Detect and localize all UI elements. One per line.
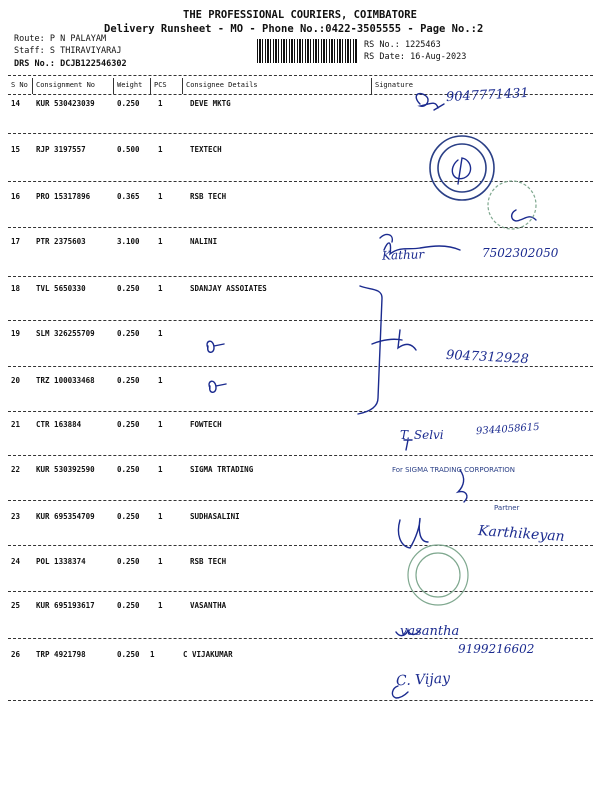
row-sno: 23	[11, 512, 21, 521]
route-value: P N PALAYAM	[49, 34, 107, 44]
row-consignment: SLM 326255709	[36, 329, 95, 338]
row-consignee: DEVE MKTG	[190, 99, 231, 108]
rs-no-label: RS No.:	[364, 40, 400, 50]
row-consignment: KUR 530392590	[36, 465, 95, 474]
row-pcs: 1	[150, 650, 155, 659]
row-weight: 0.250	[117, 329, 140, 338]
row-weight: 0.250	[117, 99, 140, 108]
row-weight: 0.250	[117, 557, 140, 566]
row-weight: 0.250	[117, 376, 140, 385]
row-consignment: RJP 3197557	[36, 145, 86, 154]
row-pcs: 1	[158, 376, 163, 385]
marker-row19	[207, 341, 224, 352]
row-consignment: TVL 5650330	[36, 284, 86, 293]
column-header-weight: Weight	[117, 81, 143, 89]
row-sno: 26	[11, 650, 21, 659]
row-sno: 21	[11, 420, 21, 429]
row-pcs: 1	[158, 237, 163, 246]
handwritten-phone-row17: 7502302050	[482, 246, 559, 260]
row-weight: 0.250	[117, 420, 140, 429]
row-consignee: VASANTHA	[190, 601, 227, 610]
row-pcs: 1	[158, 329, 163, 338]
stamp-blue-row15	[430, 136, 494, 200]
row-pcs: 1	[158, 99, 163, 108]
row-consignment: KUR 530423039	[36, 99, 95, 108]
row-consignee: NALINI	[190, 237, 218, 246]
row-sno: 25	[11, 601, 21, 610]
signature-row15	[452, 158, 470, 184]
row-sno: 17	[11, 237, 21, 246]
handwritten-name-row26: C. Vijay	[395, 670, 451, 690]
row-consignment: KUR 695193617	[36, 601, 95, 610]
staff-value: S THIRAVIYARAJ	[49, 46, 122, 56]
row-pcs: 1	[158, 557, 163, 566]
bracket-mark	[358, 286, 382, 414]
row-sno: 16	[11, 192, 21, 201]
signature-row14	[416, 94, 444, 110]
row-sno: 14	[11, 99, 21, 108]
handwritten-name-row25: vasantha	[400, 624, 460, 639]
stamp-green-row24	[408, 545, 468, 605]
route-label: Route:	[14, 34, 45, 44]
row-consignee: FOWTECH	[190, 420, 222, 429]
handwritten-name-row21: T. Selvi	[400, 428, 444, 442]
row-consignee: SUDHASALINI	[190, 512, 240, 521]
stamp-green-row16	[488, 181, 536, 229]
row-sno: 24	[11, 557, 21, 566]
row-pcs: 1	[158, 601, 163, 610]
row-pcs: 1	[158, 284, 163, 293]
row-weight: 0.250	[117, 512, 140, 521]
row-sno: 20	[11, 376, 21, 385]
rs-date-label: RS Date:	[364, 52, 405, 62]
company-title: THE PROFESSIONAL COURIERS, COIMBATORE	[183, 9, 417, 21]
row-consignee: RSB TECH	[190, 557, 227, 566]
stamp-partner-row22: Partner	[494, 504, 520, 512]
row-pcs: 1	[158, 465, 163, 474]
signature-row22	[458, 470, 467, 502]
handwritten-name-row17: Kathur	[381, 247, 425, 263]
handwritten-name-row23: Karthikeyan	[477, 522, 566, 546]
handwritten-phone-row21: 9344058615	[475, 421, 540, 438]
row-sno: 15	[11, 145, 21, 154]
handwritten-phone-row14: 9047771431	[445, 85, 530, 106]
row-sno: 18	[11, 284, 21, 293]
column-header-pcs: PCS	[154, 81, 167, 89]
row-consignee: TEXTECH	[190, 145, 222, 154]
handwritten-phone-row19: 9047312928	[445, 347, 530, 368]
row-consignee: SIGMA TRTADING	[190, 465, 254, 474]
row-consignment: PTR 2375603	[36, 237, 86, 246]
column-header-consignment: Consignment No	[36, 81, 96, 89]
row-weight: 0.500	[117, 145, 140, 154]
row-weight: 0.250	[117, 650, 140, 659]
signature-row19	[372, 330, 416, 350]
drs-value: DCJB122546302	[60, 59, 127, 69]
rs-date-value: 16-Aug-2023	[410, 52, 467, 62]
staff-label: Staff:	[14, 46, 45, 56]
row-pcs: 1	[158, 512, 163, 521]
row-pcs: 1	[158, 420, 163, 429]
row-consignment: POL 1338374	[36, 557, 86, 566]
row-pcs: 1	[158, 192, 163, 201]
row-sno: 19	[11, 329, 21, 338]
row-consignment: TRZ 100033468	[36, 376, 95, 385]
column-header-sno: S No	[11, 81, 28, 89]
row-consignee: RSB TECH	[190, 192, 227, 201]
row-consignment: TRP 4921798	[36, 650, 86, 659]
rs-no-value: 1225463	[404, 40, 441, 50]
signature-row16	[512, 210, 536, 221]
row-consignee: C VIJAKUMAR	[183, 650, 233, 659]
signature-row23	[398, 518, 428, 548]
row-consignment: KUR 695354709	[36, 512, 95, 521]
row-weight: 0.365	[117, 192, 140, 201]
column-header-signature: Signature	[375, 81, 413, 89]
row-weight: 0.250	[117, 465, 140, 474]
column-header-consignee: Consignee Details	[186, 81, 258, 89]
drs-label: DRS No.:	[14, 59, 55, 69]
row-sno: 22	[11, 465, 21, 474]
row-consignment: CTR 163884	[36, 420, 82, 429]
row-consignment: PRO 15317896	[36, 192, 91, 201]
runsheet-subtitle: Delivery Runsheet - MO - Phone No.:0422-3505555 - Page No.:2	[104, 23, 484, 35]
row-consignee: SDANJAY ASSOIATES	[190, 284, 267, 293]
row-weight: 0.250	[117, 601, 140, 610]
marker-row20	[209, 381, 226, 392]
row-weight: 0.250	[117, 284, 140, 293]
row-weight: 3.100	[117, 237, 140, 246]
handwritten-phone-row25: 9199216602	[458, 642, 535, 656]
row-pcs: 1	[158, 145, 163, 154]
stamp-text-row22: For SIGMA TRADING CORPORATION	[392, 466, 516, 474]
